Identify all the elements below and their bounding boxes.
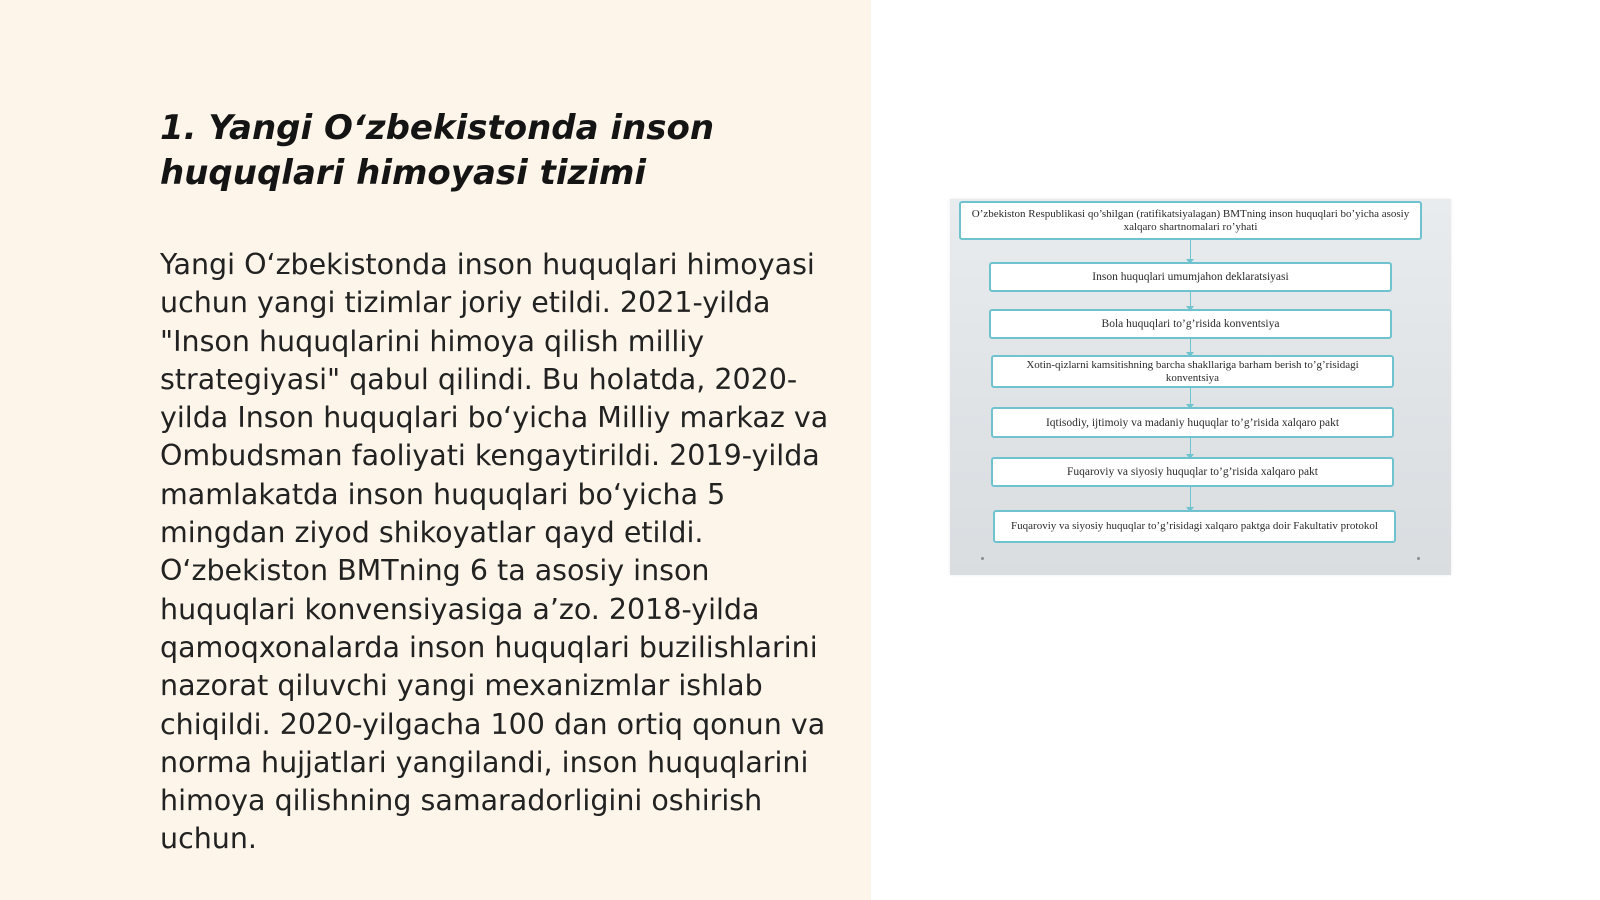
diagram-corner-dot — [1417, 557, 1420, 560]
diagram-item-box — [991, 457, 1394, 487]
diagram-item-box — [989, 309, 1392, 339]
diagram-corner-dot — [981, 557, 984, 560]
diagram-item-label: Iqtisodiy, ijtimoiy va madaniy huquqlar to’g’risida xalqaro pakt — [1045, 416, 1340, 429]
diagram-item-label: Bola huquqlari to’g’risida konventsiya — [1101, 318, 1280, 330]
diagram-header-label: O’zbekiston Respublikasi qo’shilgan (ratifikatsiyalagan) BMTning inson huquqlari bo’yicha asosiy xalqaro shartnomalari ro’yhati — [971, 207, 1410, 233]
diagram-arrow — [1190, 240, 1191, 262]
diagram-arrow — [1190, 292, 1191, 309]
diagram-header-box — [959, 201, 1422, 240]
diagram-item-box — [991, 407, 1394, 438]
slide-body-text: Yangi O‘zbekistonda inson huquqlari himoyasi uchun yangi tizimlar joriy etildi. 2021-yilda "Inson huquqlarini himoya qilish milliy strategiyasi" qabul qilindi. Bu holatda, 2020-yilda Inson huquqlari bo‘yicha Milliy markaz va Ombudsman faoliyati kengaytirildi. 2019-yilda mamlakatda inson huquqlari bo‘yicha 5 mingdan ziyod shikoyatlar qayd etildi. O‘zbekiston BMTning 6 ta asosiy inson huquqlari konvensiyasiga a’zo. 2018-yilda qamoqxonalarda inson huquqlari buzilishlarini nazorat qiluvchi yangi mexanizmlar ishlab chiqildi. 2020-yilgacha 100 dan ortiq qonun va norma hujjatlari yangilandi, inson huquqlarini himoya qilishning samaradorligini oshirish uchun. — [160, 248, 829, 856]
diagram-item-label: Inson huquqlari umumjahon deklaratsiyasi — [1092, 271, 1289, 283]
treaties-diagram-image — [950, 199, 1451, 575]
diagram-item-label: Fuqaroviy va siyosiy huquqlar to’g’risida xalqaro pakt — [1066, 466, 1319, 478]
diagram-item-label: Xotin-qizlarni kamsitishning barcha shakllariga barham berish to’g’risidagi konventsiya — [1026, 358, 1359, 384]
diagram-arrow — [1190, 487, 1191, 510]
diagram-arrow — [1190, 438, 1191, 457]
diagram-arrow — [1190, 339, 1191, 355]
slide-title: 1. Yangi O‘zbekistonda inson huquqlari himoyasi tizimi — [160, 108, 715, 193]
diagram-item-box — [991, 355, 1394, 388]
diagram-arrow — [1190, 388, 1191, 407]
diagram-item-label: Fuqaroviy va siyosiy huquqlar to’g’risidagi xalqaro paktga doir Fakultativ protokol — [1011, 520, 1378, 532]
diagram-item-box — [989, 262, 1392, 292]
diagram-item-box — [993, 510, 1396, 543]
